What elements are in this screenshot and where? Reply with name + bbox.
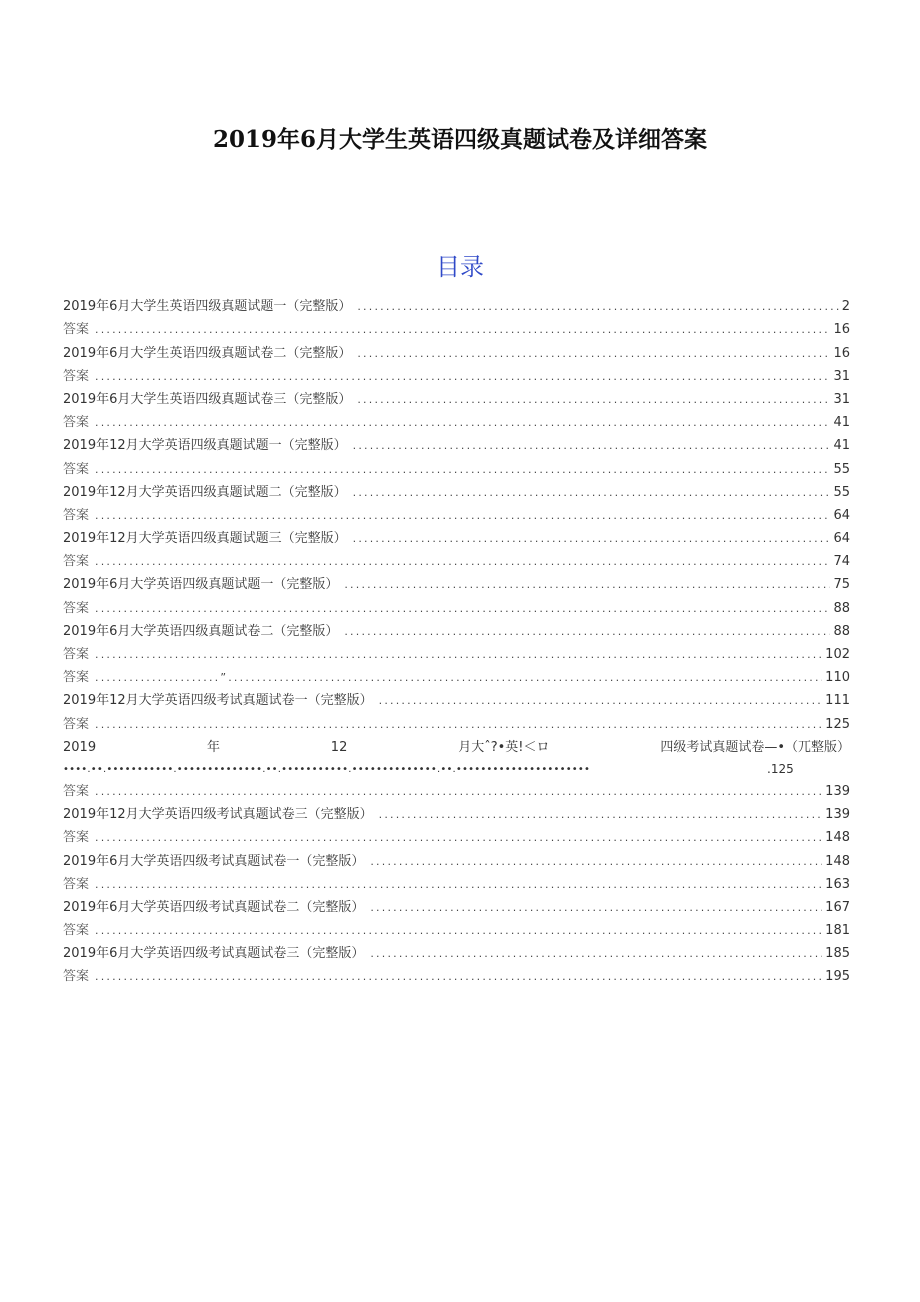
toc-entry[interactable] [63,476,850,499]
toc-entry[interactable] [63,684,850,707]
toc-page-number: 88 [833,600,850,616]
toc-entry-title: 答案 [63,647,90,662]
table-of-contents [63,290,850,983]
toc-dot-leader [95,371,830,383]
toc-page-number: 163 [825,876,850,892]
toc-entry[interactable] [63,775,850,798]
toc-dot-leader [95,417,830,429]
toc-dot-leader [95,324,830,336]
toc-dot-leader [95,672,822,684]
toc-dot-leader [95,556,830,568]
toc-dot-leader [344,579,830,591]
toc-dot-leader [95,464,830,476]
toc-entry[interactable] [63,522,850,545]
toc-dot-leader [353,440,831,452]
toc-entry-title: 答案 [63,830,90,846]
toc-page-number: 41 [833,415,850,431]
toc-page-number: 185 [825,946,850,962]
toc-entry[interactable] [63,313,850,336]
toc-page-number: 2 [841,299,850,315]
toc-entry-part: 12 [330,739,348,755]
toc-page-number: 111 [825,693,850,709]
toc-entry-title: 答案 [63,415,90,431]
toc-page-number: 167 [825,899,850,915]
toc-entry-title: 答案 [63,368,90,384]
toc-dot-leader [95,510,830,522]
toc-dot-leader [95,925,822,937]
toc-dot-leader [95,603,830,615]
toc-entry-title: 2019年6月大学生英语四级真题试题一（完整版） [63,299,352,315]
toc-entry[interactable] [63,638,850,661]
toc-page-number: 64 [833,531,850,547]
toc-entry[interactable] [63,591,850,614]
toc-entry-title: 答案 [63,969,90,985]
toc-entry-title: 2019年12月大学英语四级真题试题二（完整版） [63,484,347,500]
toc-dot-leader [370,902,822,914]
toc-dot-leader [95,786,822,798]
toc-entry-title: 答案 [63,783,90,799]
document-title: 2019年6月大学生英语四级真题试卷及详细答案 [212,126,708,153]
toc-entry-title: 答案 [63,876,90,892]
toc-dot-leader [95,879,822,891]
toc-page-number: .125 [767,761,794,776]
toc-dot-leader [370,948,822,960]
toc-entry[interactable] [63,568,850,591]
toc-entry-part: 月大ˆ?•英!＜ロ [458,739,550,755]
toc-entry-part: 年 [206,739,220,755]
toc-dot-leader [379,695,823,707]
toc-page-number: 75 [833,577,850,593]
toc-dot-leader [95,649,822,661]
toc-page-number: 74 [833,554,850,570]
toc-entry[interactable] [63,937,850,960]
toc-entry-title: 答案 [63,461,90,477]
toc-entry-title: 答案 [63,670,90,686]
toc-group-a [63,290,850,731]
toc-entry-title: 2019年12月大学英语四级考试真题试卷一（完整版） [63,693,373,709]
toc-entry-title: 2019年6月大学英语四级考试真题试卷三（完整版） [63,946,365,962]
toc-page-number: 148 [825,830,850,846]
toc-page-number: 125 [825,716,850,732]
toc-entry[interactable] [63,336,850,359]
toc-entry[interactable] [63,798,850,821]
toc-page-number: 110 [825,670,850,686]
toc-page-number: 88 [833,623,850,639]
toc-entry[interactable] [63,360,850,383]
toc-entry-title: 2019年6月大学英语四级真题试卷二（完整版） [63,623,339,639]
toc-entry[interactable] [63,545,850,568]
toc-entry[interactable] [63,429,850,452]
toc-dot-leader [344,626,830,638]
toc-dot-leader [357,301,838,313]
toc-page-number: 139 [825,783,850,799]
toc-dot-leader [379,809,823,821]
toc-page-number: 41 [833,438,850,454]
toc-entry-title: 答案 [63,554,90,570]
toc-entry-part: 四级考试真题试卷—•（兀整版） [660,739,850,755]
toc-entry[interactable] [63,844,850,867]
toc-entry-title: 答案 [63,322,90,338]
toc-entry[interactable] [63,868,850,891]
toc-entry-title: 答案 [63,923,90,939]
toc-dot-leader [95,971,822,983]
toc-page-number: 148 [825,853,850,869]
toc-page-number: 16 [833,322,850,338]
toc-entry-title: 答案 [63,507,90,523]
toc-entry[interactable] [63,290,850,313]
toc-page-number: 31 [833,368,850,384]
toc-entry[interactable] [63,821,850,844]
toc-entry-leader [63,754,850,775]
toc-entry-part: 2019 [63,739,97,755]
toc-entry[interactable] [63,914,850,937]
toc-entry-title: 2019年6月大学生英语四级真题试卷二（完整版） [63,345,352,361]
toc-heading: 目录 [436,253,484,281]
toc-entry[interactable] [63,661,850,684]
toc-dot-leader [357,394,830,406]
toc-dot-leader [95,832,822,844]
toc-page-number: 55 [833,484,850,500]
toc-entry-title: 答案 [63,716,90,732]
toc-entry[interactable] [63,707,850,730]
toc-page-number: 55 [833,461,850,477]
toc-entry-title: 2019年12月大学英语四级真题试题三（完整版） [63,531,347,547]
toc-entry[interactable] [63,406,850,429]
toc-entry-title: 2019年12月大学英语四级考试真题试卷三（完整版） [63,807,373,823]
toc-entry-garbled[interactable] [63,731,850,754]
toc-entry-title: 2019年6月大学英语四级考试真题试卷一（完整版） [63,853,365,869]
toc-entry-title: 2019年6月大学英语四级真题试题一（完整版） [63,577,339,593]
toc-entry-title: 2019年6月大学英语四级考试真题试卷二（完整版） [63,899,365,915]
toc-page-number: 31 [833,391,850,407]
toc-entry[interactable] [63,615,850,638]
toc-dot-leader [353,533,831,545]
toc-page-number: 16 [833,345,850,361]
toc-entry-title: 答案 [63,600,90,616]
toc-dot-leader [95,719,822,731]
toc-entry[interactable] [63,452,850,475]
toc-entry[interactable] [63,383,850,406]
toc-entry[interactable] [63,960,850,983]
toc-dot-leader [357,348,830,360]
toc-page-number: 195 [825,969,850,985]
toc-entry-title: 2019年6月大学生英语四级真题试卷三（完整版） [63,391,352,407]
toc-page-number: 181 [825,923,850,939]
toc-entry-title: 2019年12月大学英语四级真题试题一（完整版） [63,438,347,454]
toc-group-b [63,775,850,984]
toc-dot-leader [353,487,831,499]
toc-page-number: 102 [825,647,850,662]
toc-dot-leader [370,856,822,868]
toc-page-number: 139 [825,807,850,823]
toc-entry[interactable] [63,891,850,914]
toc-leader-bullets: ••••.••.•••••••••••.••••••••••••••.••.•••••••••••.••••••••••••••.••.•••••••••••••••••••••• [63,764,591,775]
toc-page-number: 64 [833,507,850,523]
toc-entry[interactable] [63,499,850,522]
